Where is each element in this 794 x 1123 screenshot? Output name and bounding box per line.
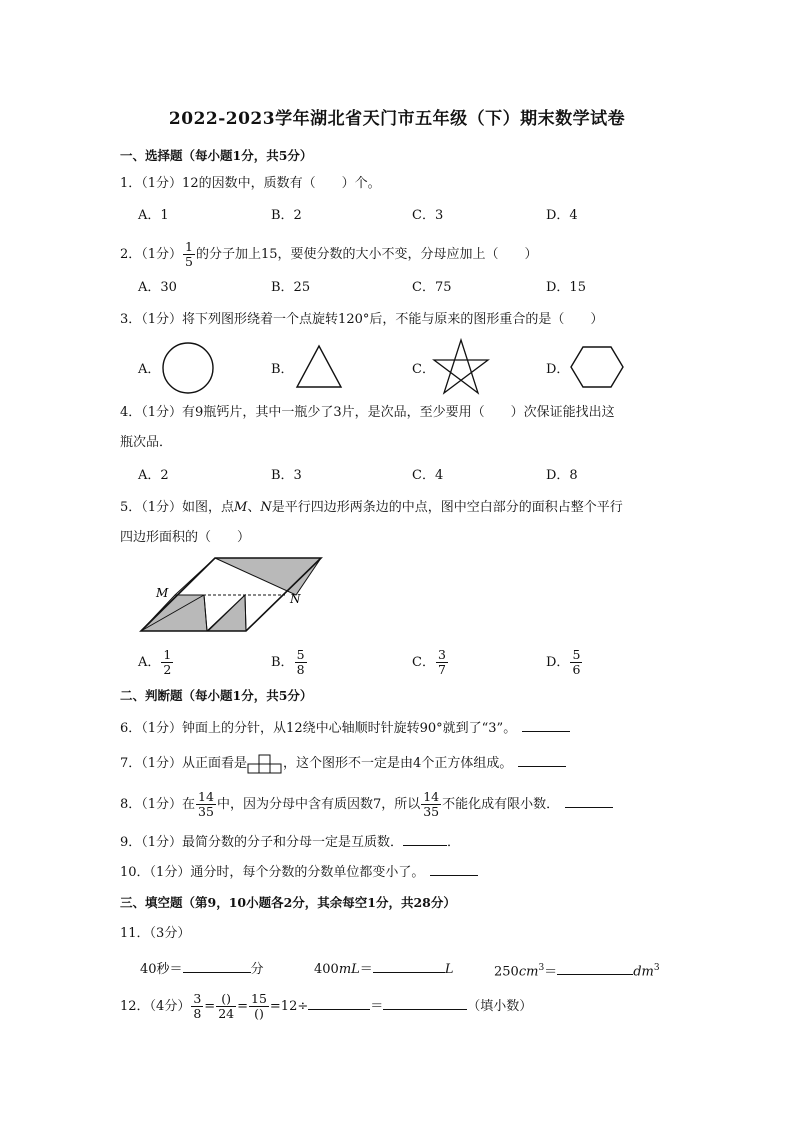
q11-c-unit: dm	[633, 964, 654, 980]
fraction-denominator: 6	[572, 662, 581, 677]
question-11: 11．（3分）	[120, 926, 191, 941]
parallelogram-figure	[135, 555, 327, 635]
question-2	[120, 240, 538, 269]
q12-division: =12÷	[269, 999, 309, 1014]
fraction-numerator: 14	[198, 789, 214, 804]
q11-c-equals: ＝	[544, 964, 558, 980]
option-c[interactable]: C．	[412, 362, 435, 377]
q11-c-exponent: 3	[538, 963, 545, 973]
fraction	[570, 648, 582, 677]
option-label: C．	[412, 655, 435, 670]
q11-c-prefix: 250	[494, 964, 519, 980]
q8-mid: 中，因为分母中含有质因数7，所以	[216, 797, 421, 812]
q11-b-unit-ml: mL	[338, 962, 360, 977]
fraction-numerator: 5	[296, 647, 305, 662]
q5-separator: 、	[247, 500, 261, 515]
section-heading-fill: 三、填空题（第9，10小题各2分，其余每空1分，共28分）	[120, 895, 456, 910]
fraction-numerator: 5	[572, 647, 581, 662]
question-5-line-1	[120, 498, 623, 518]
fraction-numerator: 3	[437, 647, 446, 662]
question-4-line-2: 瓶次品．	[120, 435, 173, 450]
q11-b-unit: L	[444, 962, 454, 977]
answer-blank[interactable]	[373, 958, 445, 973]
question-1: 1．（1分）12的因数中，质数有（ ）个。	[120, 176, 381, 191]
option-c[interactable]	[412, 648, 449, 677]
star-shape	[430, 338, 492, 396]
option-d[interactable]: D．8	[546, 468, 578, 483]
answer-blank[interactable]	[522, 717, 570, 732]
q7-suffix: ，这个图形不一定是由4个正方体组成。	[283, 756, 513, 771]
fig-n-label: N	[290, 592, 301, 606]
question-12	[120, 992, 532, 1021]
option-c[interactable]: C．75	[412, 280, 452, 295]
fraction-numerator: 14	[423, 789, 440, 804]
answer-blank[interactable]	[383, 995, 467, 1010]
q6-text: 6．（1分）钟面上的分针，从12绕中心轴顺时针旋转90°就到了“3”。	[120, 721, 517, 736]
option-a[interactable]	[138, 648, 174, 677]
section-heading-judgement: 二、判断题（每小题1分，共5分）	[120, 688, 313, 703]
fraction-denominator: 35	[198, 804, 214, 819]
fraction	[191, 992, 203, 1021]
fraction	[161, 648, 173, 677]
fraction	[196, 790, 216, 819]
question-8	[120, 790, 613, 819]
option-d[interactable]	[546, 648, 583, 677]
q8-suffix: 不能化成有限小数．	[442, 797, 560, 812]
q8-prefix: 8．（1分）在	[120, 797, 196, 812]
option-b[interactable]: B．2	[271, 208, 302, 223]
circle-shape	[160, 340, 216, 396]
option-a[interactable]: A．1	[138, 208, 169, 223]
fraction-denominator: 8	[296, 662, 305, 677]
question-11-part-b	[314, 958, 453, 980]
option-label: A．	[138, 655, 161, 670]
q12-head: 12．（4分）	[120, 999, 191, 1014]
page-title: 2022-2023学年湖北省天门市五年级（下）期末数学试卷	[168, 109, 626, 129]
option-d[interactable]: D．	[546, 362, 570, 377]
answer-blank[interactable]	[565, 793, 613, 808]
answer-blank[interactable]	[518, 752, 566, 767]
question-10	[120, 861, 478, 883]
equals-sign: ＝	[370, 999, 384, 1014]
answer-blank[interactable]	[403, 831, 447, 846]
q12-tail: （填小数）	[467, 999, 533, 1014]
q11-a-prefix: 40秒＝	[140, 962, 183, 977]
fraction-numerator: 1	[163, 647, 172, 662]
q11-c-exponent: 3	[653, 963, 660, 973]
fraction	[216, 992, 236, 1021]
q2-suffix: 的分子加上15，要使分数的大小不变，分母应加上（ ）	[196, 247, 538, 262]
question-9	[120, 831, 460, 853]
question-5-line-2: 四边形面积的（ ）	[120, 530, 251, 545]
fig-m-label: M	[156, 586, 169, 600]
fraction-denominator[interactable]: ()	[254, 1006, 264, 1021]
answer-blank[interactable]	[430, 861, 478, 876]
q11-a-unit: 分	[250, 962, 264, 977]
fraction-denominator: 8	[193, 1006, 202, 1021]
q2-prefix: 2．（1分）	[120, 247, 183, 262]
fraction	[249, 992, 269, 1021]
option-label: D．	[546, 655, 570, 670]
equals-sign: =	[237, 999, 248, 1014]
triangle-shape	[294, 344, 344, 390]
question-3: 3．（1分）将下列图形绕着一个点旋转120°后，不能与原来的图形重合的是（ ）	[120, 312, 604, 327]
q9-text: 9．（1分）最简分数的分子和分母一定是互质数．	[120, 835, 404, 850]
section-heading-choice: 一、选择题（每小题1分，共5分）	[120, 148, 313, 163]
q11-b-equals: ＝	[359, 962, 373, 977]
question-11-part-a	[140, 958, 264, 980]
option-a[interactable]: A．2	[138, 468, 169, 483]
fraction-numerator: 3	[193, 991, 202, 1006]
fraction-denominator: 24	[218, 1006, 235, 1021]
fraction-numerator: 1	[185, 239, 193, 254]
option-label: B．	[271, 655, 294, 670]
option-b[interactable]: B．25	[271, 280, 311, 295]
hexagon-shape	[569, 344, 625, 390]
fraction-denominator: 5	[185, 254, 193, 269]
question-1-options	[138, 206, 698, 226]
option-a[interactable]: A．	[138, 362, 161, 377]
front-view-figure	[247, 754, 283, 774]
option-c[interactable]: C．3	[412, 208, 444, 223]
question-6	[120, 717, 570, 739]
q9-period: ．	[447, 835, 461, 850]
answer-blank[interactable]	[183, 958, 251, 973]
fraction-numerator: 15	[251, 991, 267, 1006]
question-2-options	[138, 278, 698, 298]
fraction-numerator[interactable]: ()	[216, 992, 236, 1007]
question-7	[120, 752, 566, 774]
option-d[interactable]: D．15	[546, 280, 586, 295]
option-b[interactable]	[271, 648, 308, 677]
q5-text-a: 5．（1分）如图，点	[120, 500, 235, 515]
answer-blank[interactable]	[557, 960, 633, 975]
fraction-denominator: 35	[423, 804, 440, 819]
fraction-denominator: 7	[437, 662, 446, 677]
q11-c-unit-cm: cm	[518, 964, 539, 980]
fraction-denominator: 2	[163, 662, 172, 677]
fraction	[183, 240, 195, 269]
fraction	[421, 790, 441, 819]
answer-blank[interactable]	[308, 995, 370, 1010]
point-m-label: M	[234, 500, 248, 515]
option-c[interactable]: C．4	[412, 468, 444, 483]
question-5-options	[138, 648, 698, 678]
option-d[interactable]: D．4	[546, 208, 578, 223]
q5-text-b: 是平行四边形两条边的中点，图中空白部分的面积占整个平行	[271, 500, 623, 515]
fraction	[436, 648, 448, 677]
option-b[interactable]: B．	[271, 362, 294, 377]
question-4-line-1: 4．（1分）有9瓶钙片，其中一瓶少了3片，是次品，至少要用（ ）次保证能找出这	[120, 405, 615, 420]
point-n-label: N	[260, 500, 272, 515]
option-a[interactable]: A．30	[138, 280, 177, 295]
question-4-options	[138, 466, 698, 486]
option-b[interactable]: B．3	[271, 468, 302, 483]
q10-text: 10．（1分）通分时，每个分数的分数单位都变小了。	[120, 865, 425, 880]
fraction	[295, 648, 307, 677]
q7-prefix: 7．（1分）从正面看是	[120, 756, 248, 771]
q11-b-prefix: 400	[314, 962, 339, 977]
question-11-part-c	[494, 958, 660, 982]
equals-sign: =	[204, 999, 216, 1014]
